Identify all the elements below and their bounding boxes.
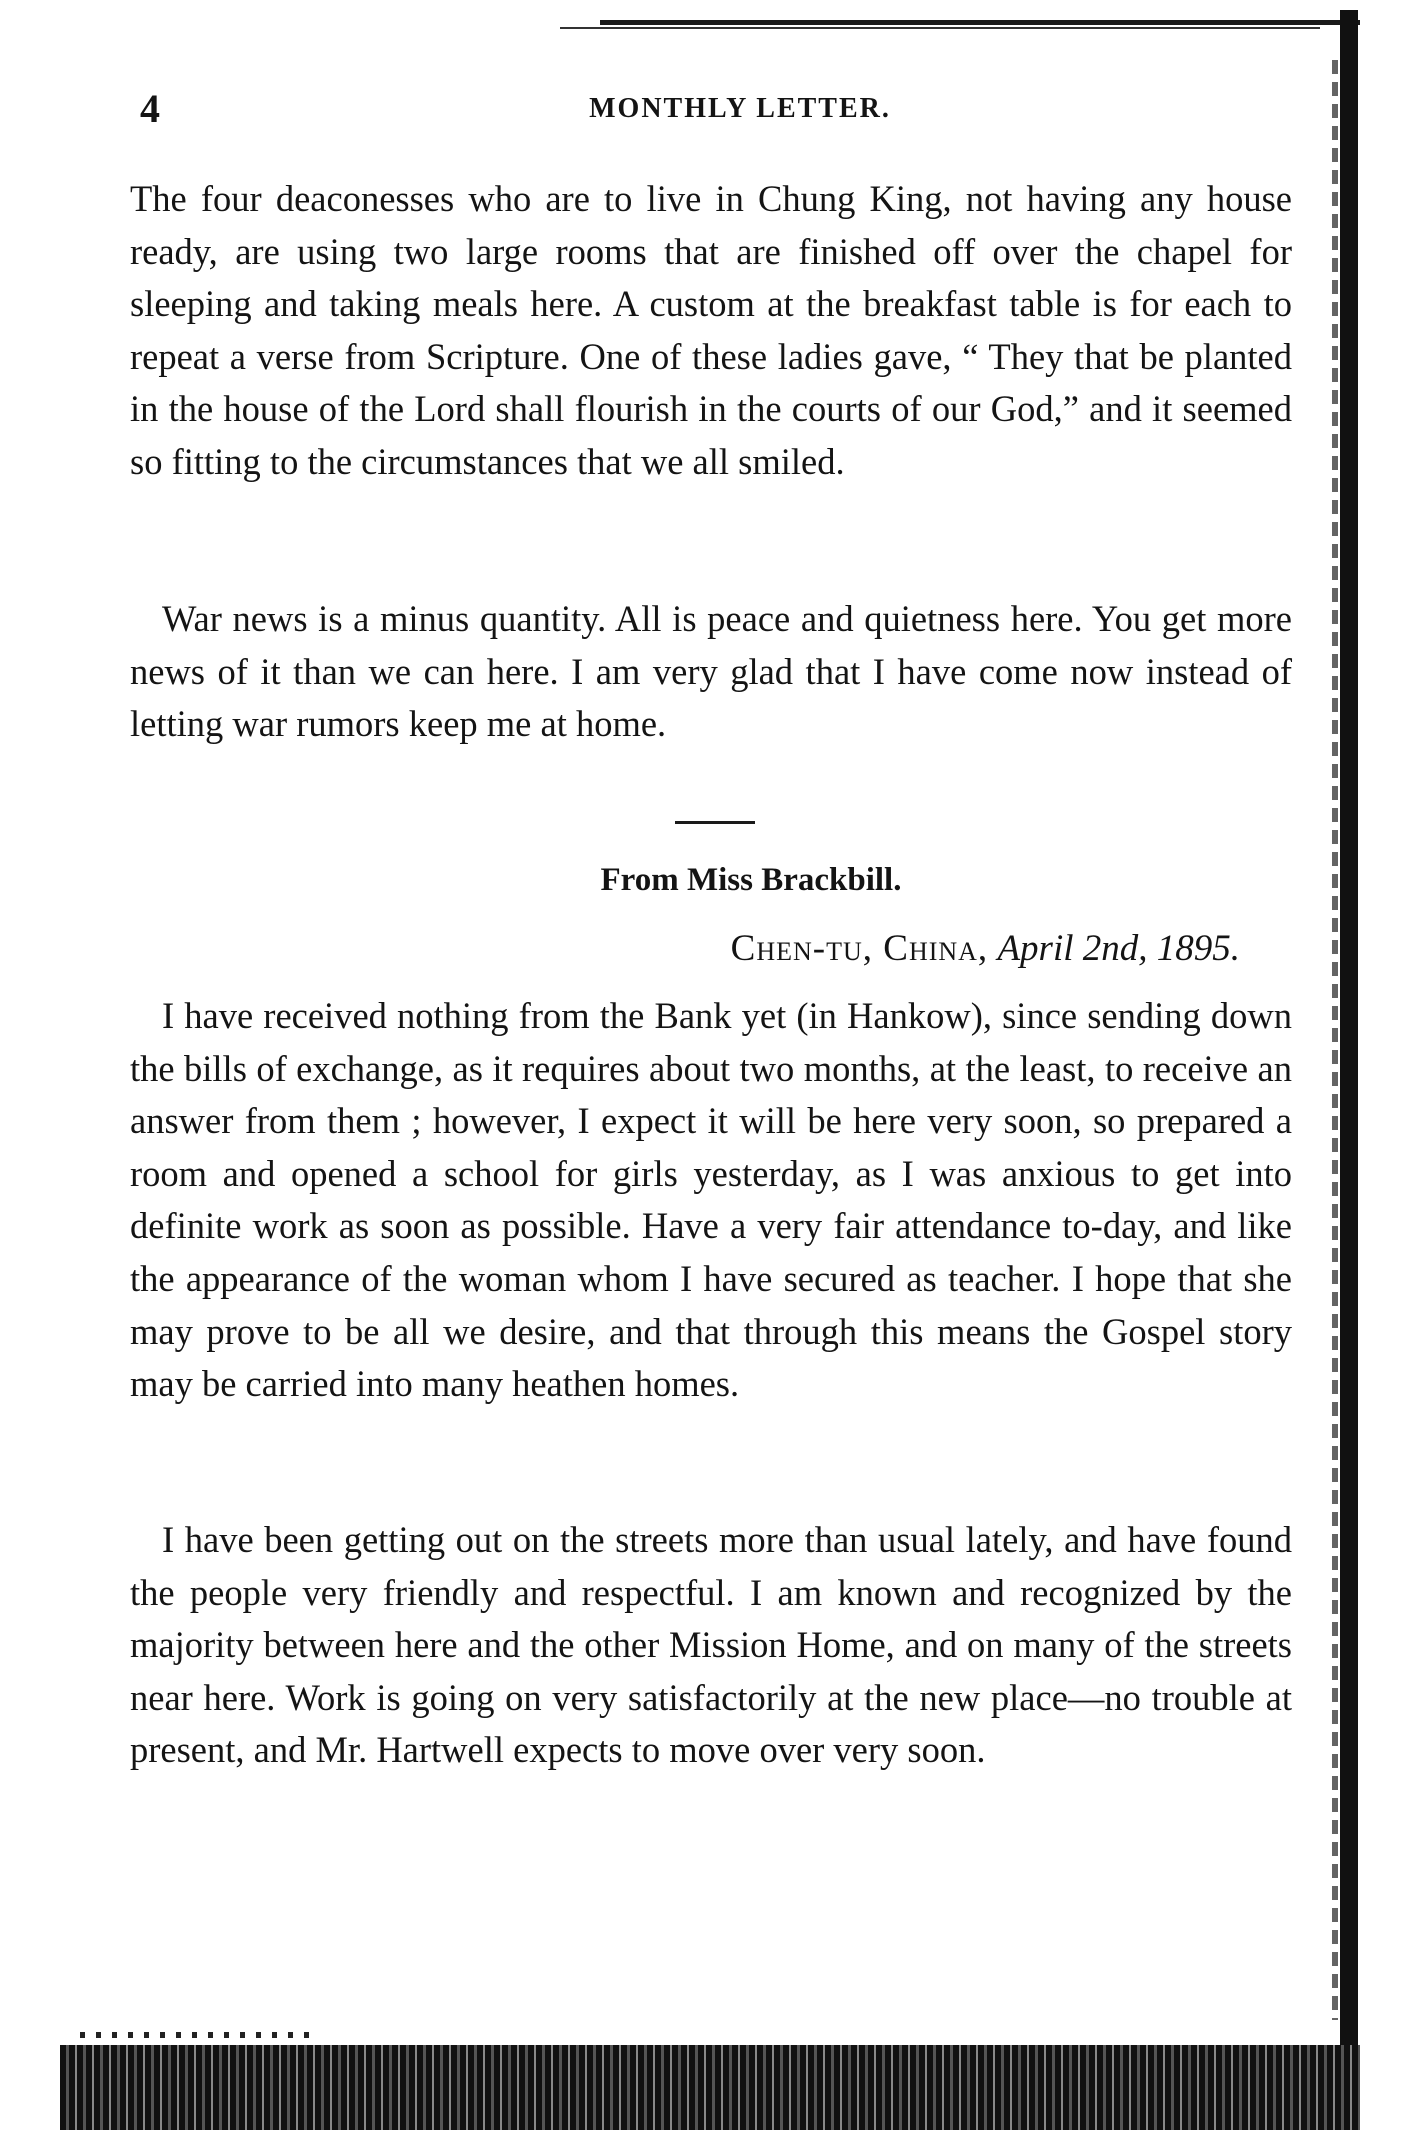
letter-date: April 2nd, 1895. (997, 928, 1240, 969)
scan-artifact-strip (60, 2045, 1360, 2130)
letter-dateline (130, 927, 1240, 970)
binding-edge-marks (1332, 60, 1338, 2020)
letter-place: Chen-tu, China, (730, 928, 989, 969)
top-rule (600, 20, 1360, 25)
scan-artifact-dots (80, 2032, 320, 2038)
paragraph: War news is a minus quantity. All is peace and quietness here. You get more news of it than we can here. I am very glad that I have come now instead of letting war rumors keep me at home. (130, 598, 1292, 745)
top-rule-thin (560, 27, 1320, 29)
letter-heading: From Miss Brackbill. (600, 862, 902, 898)
paragraph: I have been getting out on the streets more than usual lately, and have found the people very friendly and respectful. I am known and recognized by the majority between here and the other Mission Home, and on many of the streets near here. Work is going on very satisfactorily at the new place—no trouble at present, and Mr. Hartwell expects to move over very soon. (130, 1519, 1292, 1771)
paragraph: I have received nothing from the Bank yet (in Hankow), since sending down the bills of exchange, as it requires about two months, at the least, to receive an answer from them ; however, I expect it will be here very soon, so prepared a room and opened a school for girls yesterday, as I was anxious to get into definite work as soon as possible. Have a very fair attendance to-day, and like the appearance of the woman whom I have secured as teacher. I hope that she may prove to be all we desire, and that through this means the Gospel story may be carried into many heathen homes. (130, 995, 1292, 1405)
journal-title: MONTHLY LETTER. (589, 93, 891, 124)
binding-edge (1340, 10, 1358, 2060)
running-head (130, 85, 1290, 135)
section-divider (675, 821, 755, 824)
page-number: 4 (140, 86, 160, 131)
paragraph: The four deaconesses who are to live in Chung King, not having any house ready, are using two large rooms that are finished off over the chapel for sleeping and taking meals here. A custom at the breakfast table is for each to repeat a verse from Scripture. One of these ladies gave, “ They that be planted in the house of the Lord shall flourish in the courts of our God,” and it seemed so fitting to the circumstances that we all smiled. (130, 178, 1292, 482)
